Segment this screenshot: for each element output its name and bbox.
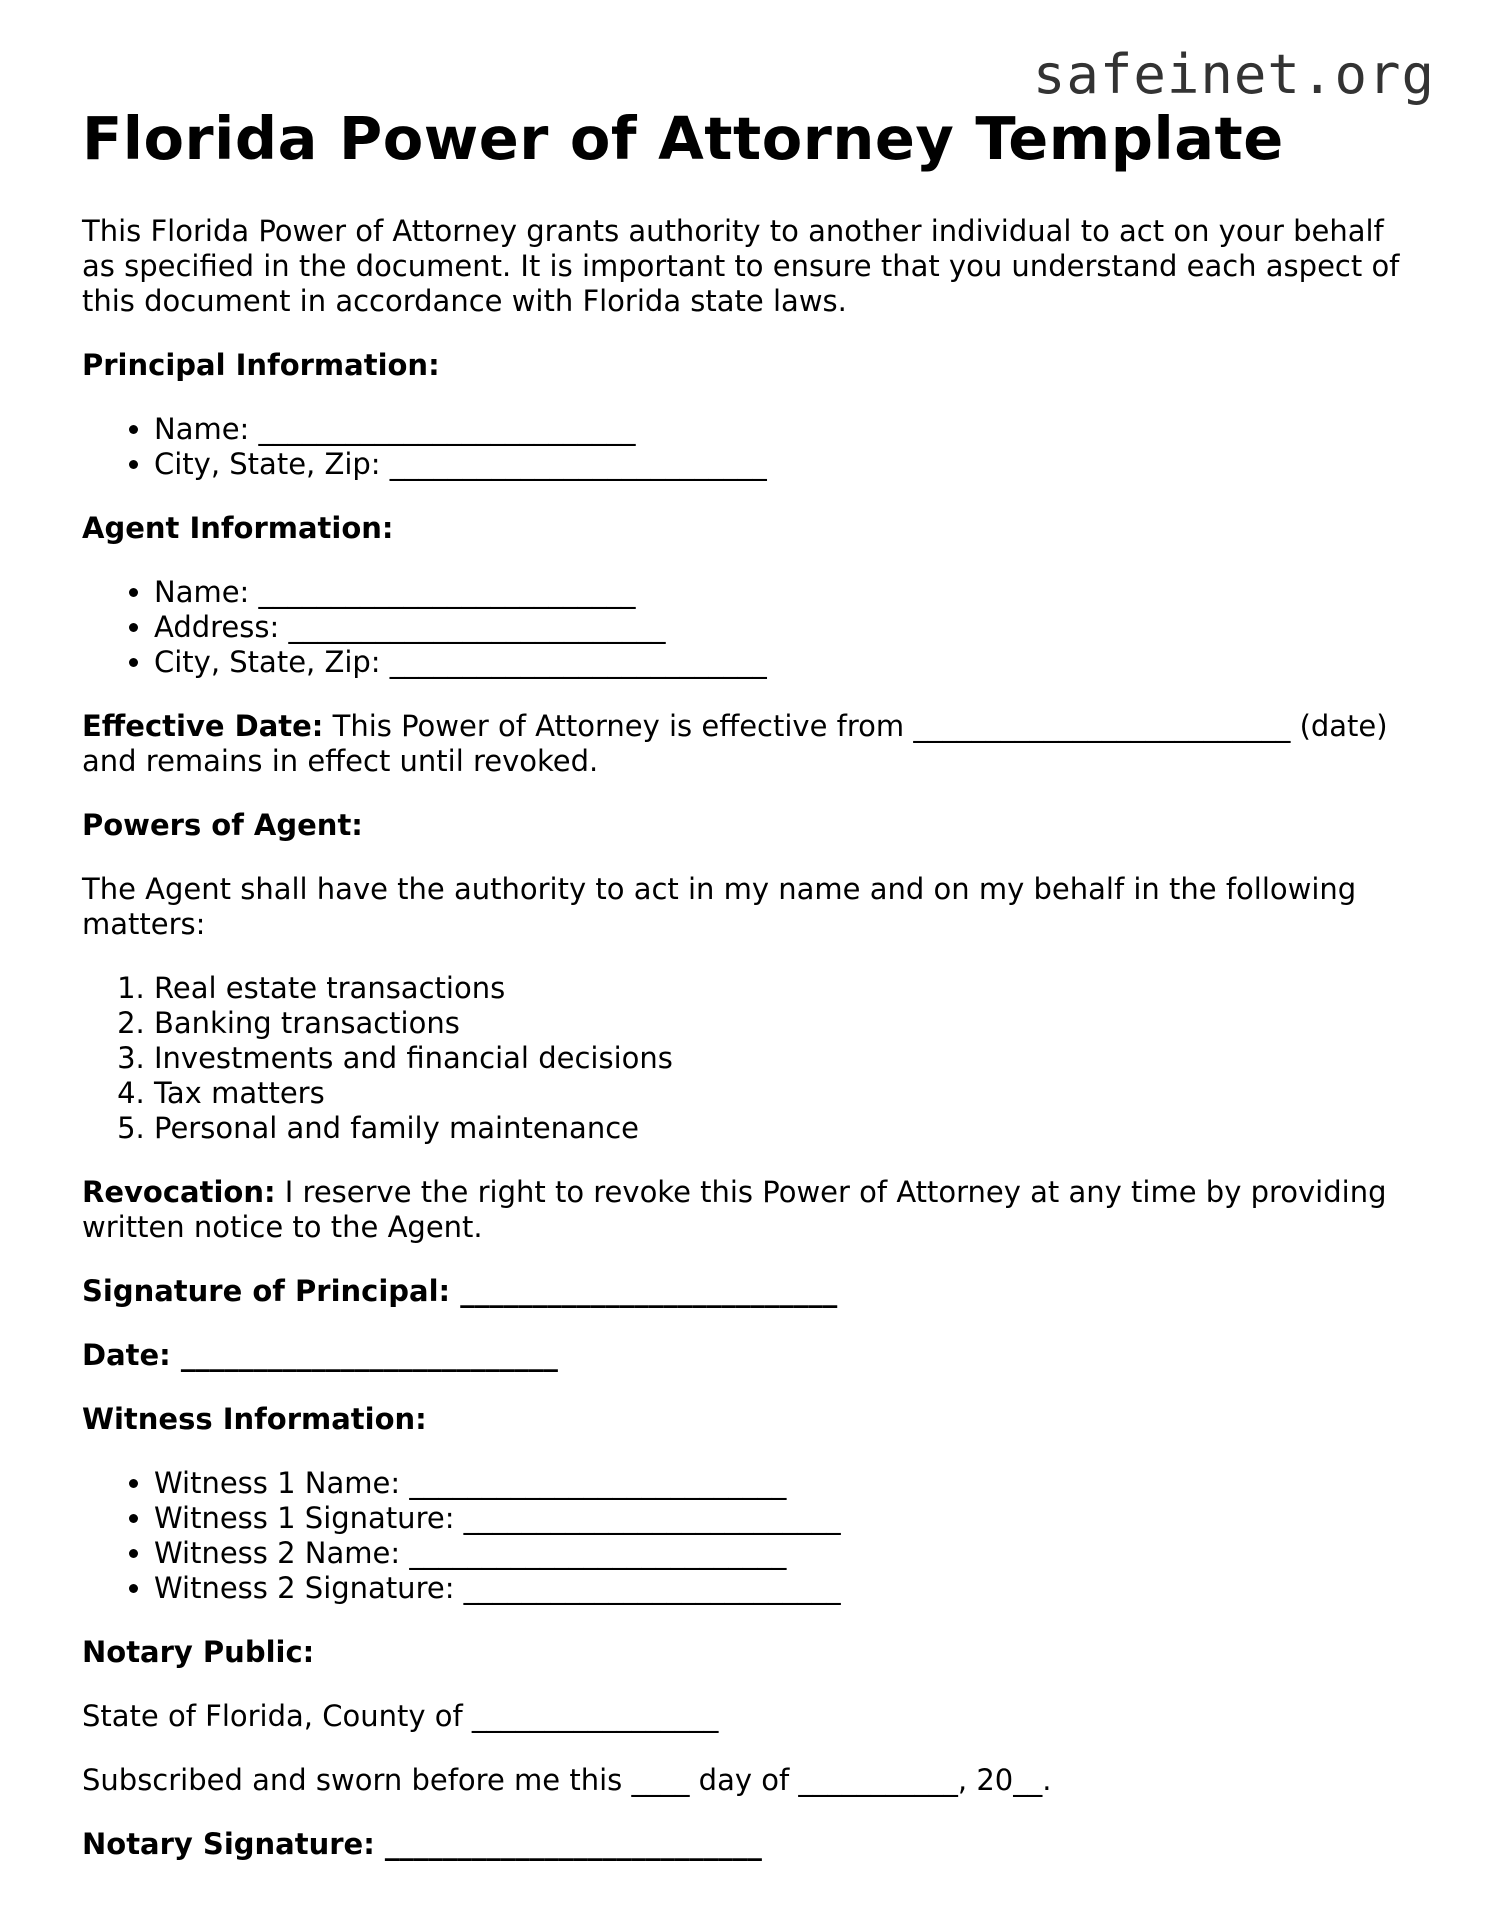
revocation-text: I reserve the right to revoke this Power of Attorney at any time by providing written notice to the Agent.: [82, 1175, 1387, 1244]
witness-1-name-field: • Witness 1 Name: __________________________: [154, 1466, 1422, 1501]
powers-list: [82, 971, 1422, 1146]
power-item: 4. Tax matters: [154, 1076, 1422, 1111]
principal-signature-line: Signature of Principal: __________________________: [82, 1274, 838, 1308]
agent-list: [82, 575, 1422, 680]
date-line: Date: __________________________: [82, 1338, 558, 1372]
agent-heading: Agent Information:: [82, 511, 394, 545]
revocation-label: Revocation:: [82, 1175, 276, 1209]
witness-heading: Witness Information:: [82, 1402, 427, 1436]
intro-paragraph: This Florida Power of Attorney grants authority to another individual to act on your behalf as specified in the document. It is important to ensure that you understand each aspect of this document in accordance with Florida state laws.: [82, 214, 1400, 318]
effective-date-label: Effective Date:: [82, 709, 324, 743]
power-item: 1. Real estate transactions: [154, 971, 1422, 1006]
watermark: safeinet.org: [1032, 43, 1435, 106]
principal-list: [82, 412, 1422, 482]
principal-name-field: • Name: __________________________: [154, 412, 1422, 447]
effective-date-text: This Power of Attorney is effective from __________________________ (date) and remains in effect until revoked.: [82, 709, 1388, 778]
effective-date-paragraph: [82, 709, 1422, 779]
witness-2-name-field: • Witness 2 Name: __________________________: [154, 1536, 1422, 1571]
agent-address-field: • Address: __________________________: [154, 610, 1422, 645]
agent-name-field: • Name: __________________________: [154, 575, 1422, 610]
witness-1-signature-field: • Witness 1 Signature: __________________________: [154, 1501, 1422, 1536]
powers-heading: Powers of Agent:: [82, 808, 363, 842]
page-title: Florida Power of Attorney Template: [82, 104, 1284, 173]
notary-sworn-line: Subscribed and sworn before me this ____ day of ___________, 20__.: [82, 1763, 1052, 1797]
principal-city-field: • City, State, Zip: __________________________: [154, 447, 1422, 482]
notary-heading: Notary Public:: [82, 1635, 315, 1669]
powers-intro: The Agent shall have the authority to act in my name and on my behalf in the following matters:: [82, 872, 1357, 941]
power-item: 2. Banking transactions: [154, 1006, 1422, 1041]
revocation-paragraph: [82, 1175, 1422, 1245]
power-item: 3. Investments and financial decisions: [154, 1041, 1422, 1076]
principal-heading: Principal Information:: [82, 348, 440, 382]
notary-county-line: State of Florida, County of _________________: [82, 1699, 719, 1733]
power-item: 5. Personal and family maintenance: [154, 1111, 1422, 1146]
notary-signature-line: Notary Signature: __________________________: [82, 1827, 762, 1861]
witness-list: [82, 1466, 1422, 1606]
witness-2-signature-field: • Witness 2 Signature: __________________________: [154, 1571, 1422, 1606]
agent-city-field: • City, State, Zip: __________________________: [154, 645, 1422, 680]
document-page: [82, 104, 1422, 1891]
